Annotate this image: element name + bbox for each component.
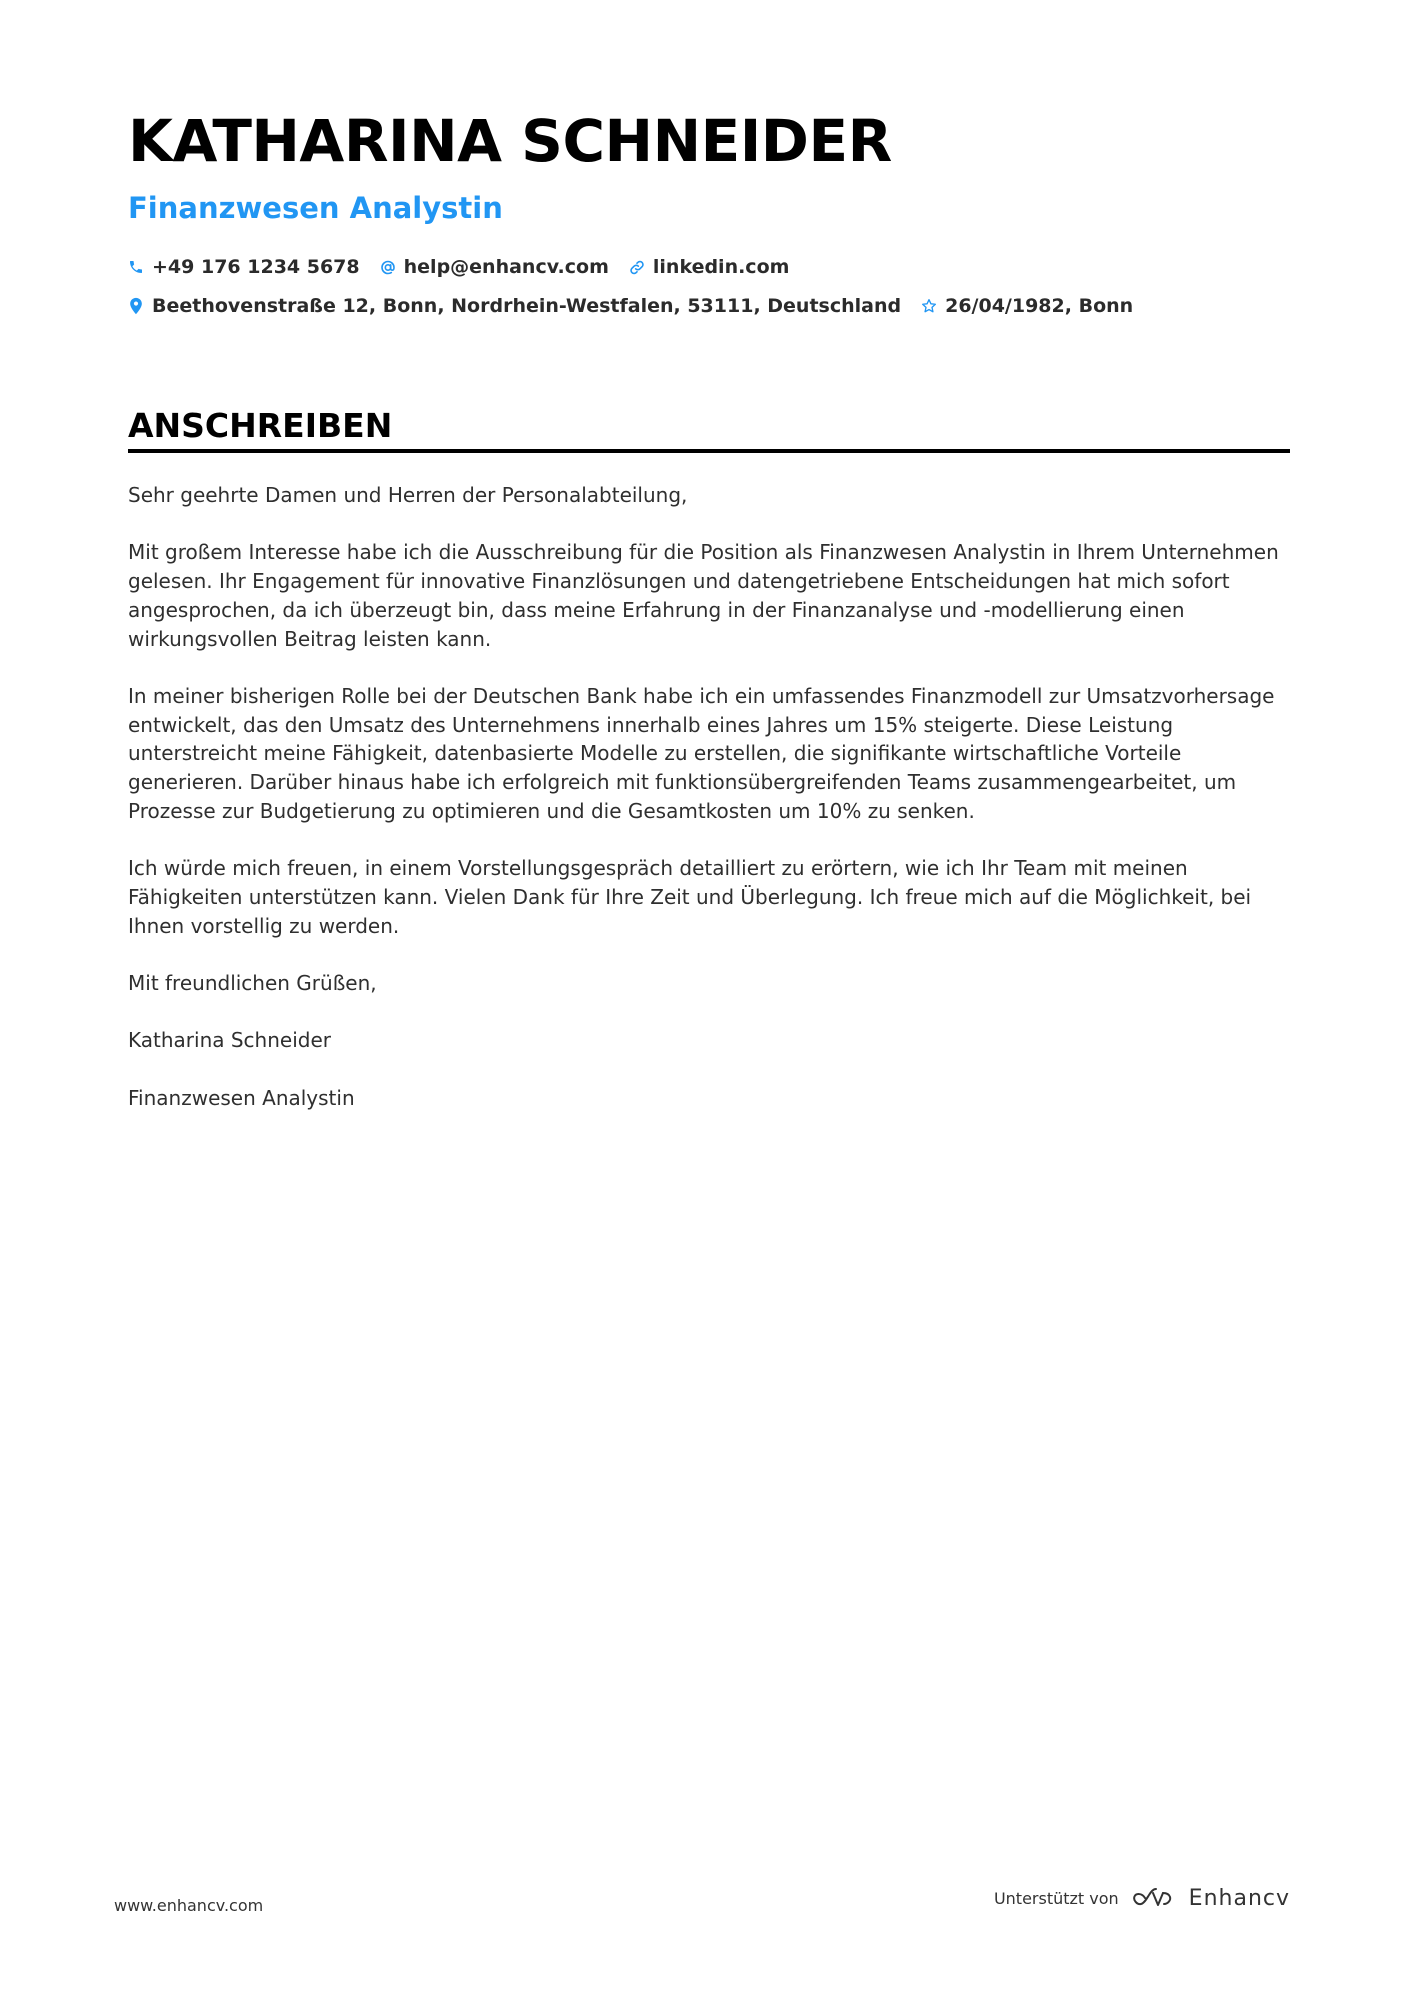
letter-paragraph: Mit großem Interesse habe ich die Ausschreibung für die Position als Finanzwesen Analystin in Ihrem Unternehmen gelesen. Ihr Engagement für innovative Finanzlösungen und datengetriebene Entscheidungen hat mich sofort angesprochen, da ich überzeugt bin, dass meine Erfahrung in der Finanzanalyse und -modellierung einen wirkungsvollen Beitrag leisten kann. [128, 540, 1279, 651]
contact-email[interactable] [380, 256, 609, 278]
section-title: ANSCHREIBEN [128, 406, 393, 445]
contact-linkedin[interactable] [629, 256, 790, 278]
candidate-title: Finanzwesen Analystin [128, 191, 503, 225]
at-icon [380, 257, 396, 277]
phone-icon [128, 257, 144, 277]
contact-phone [128, 256, 360, 278]
contact-address [128, 295, 901, 317]
contact-birth-text: 26/04/1982, Bonn [945, 295, 1134, 317]
letter-body [128, 481, 1293, 1141]
letter-paragraph: Ich würde mich freuen, in einem Vorstellungsgespräch detailliert zu erörtern, wie ich Ihr Team mit meinen Fähigkeiten unterstützen kann. Vielen Dank für Ihre Zeit und Überlegung. Ich freue mich auf die Möglichkeit, bei Ihnen vorstellig zu werden. [128, 856, 1252, 938]
contact-linkedin-text[interactable]: linkedin.com [652, 256, 790, 278]
footer-url[interactable]: www.enhancv.com [114, 1896, 264, 1915]
candidate-name: KATHARINA SCHNEIDER [128, 107, 892, 175]
letter-paragraph: In meiner bisherigen Rolle bei der Deutschen Bank habe ich ein umfassendes Finanzmodell zur Umsatzvorhersage entwickelt, das den Umsatz des Unternehmens innerhalb eines Jahres um 15% steigerte. Diese Leistung unterstreicht meine Fähigkeit, datenbasierte Modelle zu erstellen, die signifikante wirtschaftliche Vorteile generieren. Darüber hinaus habe ich erfolgreich mit funktionsübergreifenden Teams zusammengearbeitet, um Prozesse zur Budgetierung zu optimieren und die Gesamtkosten um 10% zu senken. [128, 683, 1275, 823]
letter-closing: Mit freundlichen Grüßen, [128, 970, 377, 995]
location-pin-icon [128, 296, 144, 316]
contact-phone-text: +49 176 1234 5678 [152, 256, 360, 278]
star-icon [921, 296, 937, 316]
contact-row-primary [128, 256, 789, 278]
contact-row-secondary [128, 295, 1133, 317]
signature-name: Katharina Schneider [128, 1028, 331, 1053]
brand-name: Enhancv [1188, 1885, 1290, 1911]
signature-title: Finanzwesen Analystin [128, 1085, 355, 1110]
contact-birth [921, 295, 1133, 317]
enhancv-logo-icon [1131, 1885, 1177, 1911]
footer-powered-by [994, 1885, 1290, 1911]
link-icon [629, 257, 645, 277]
letter-salutation: Sehr geehrte Damen und Herren der Personalabteilung, [128, 483, 688, 507]
contact-email-text[interactable]: help@enhancv.com [403, 256, 609, 278]
section-divider [128, 449, 1290, 453]
powered-by-label: Unterstützt von [993, 1888, 1119, 1908]
contact-address-text: Beethovenstraße 12, Bonn, Nordrhein-Westfalen, 53111, Deutschland [152, 295, 902, 317]
